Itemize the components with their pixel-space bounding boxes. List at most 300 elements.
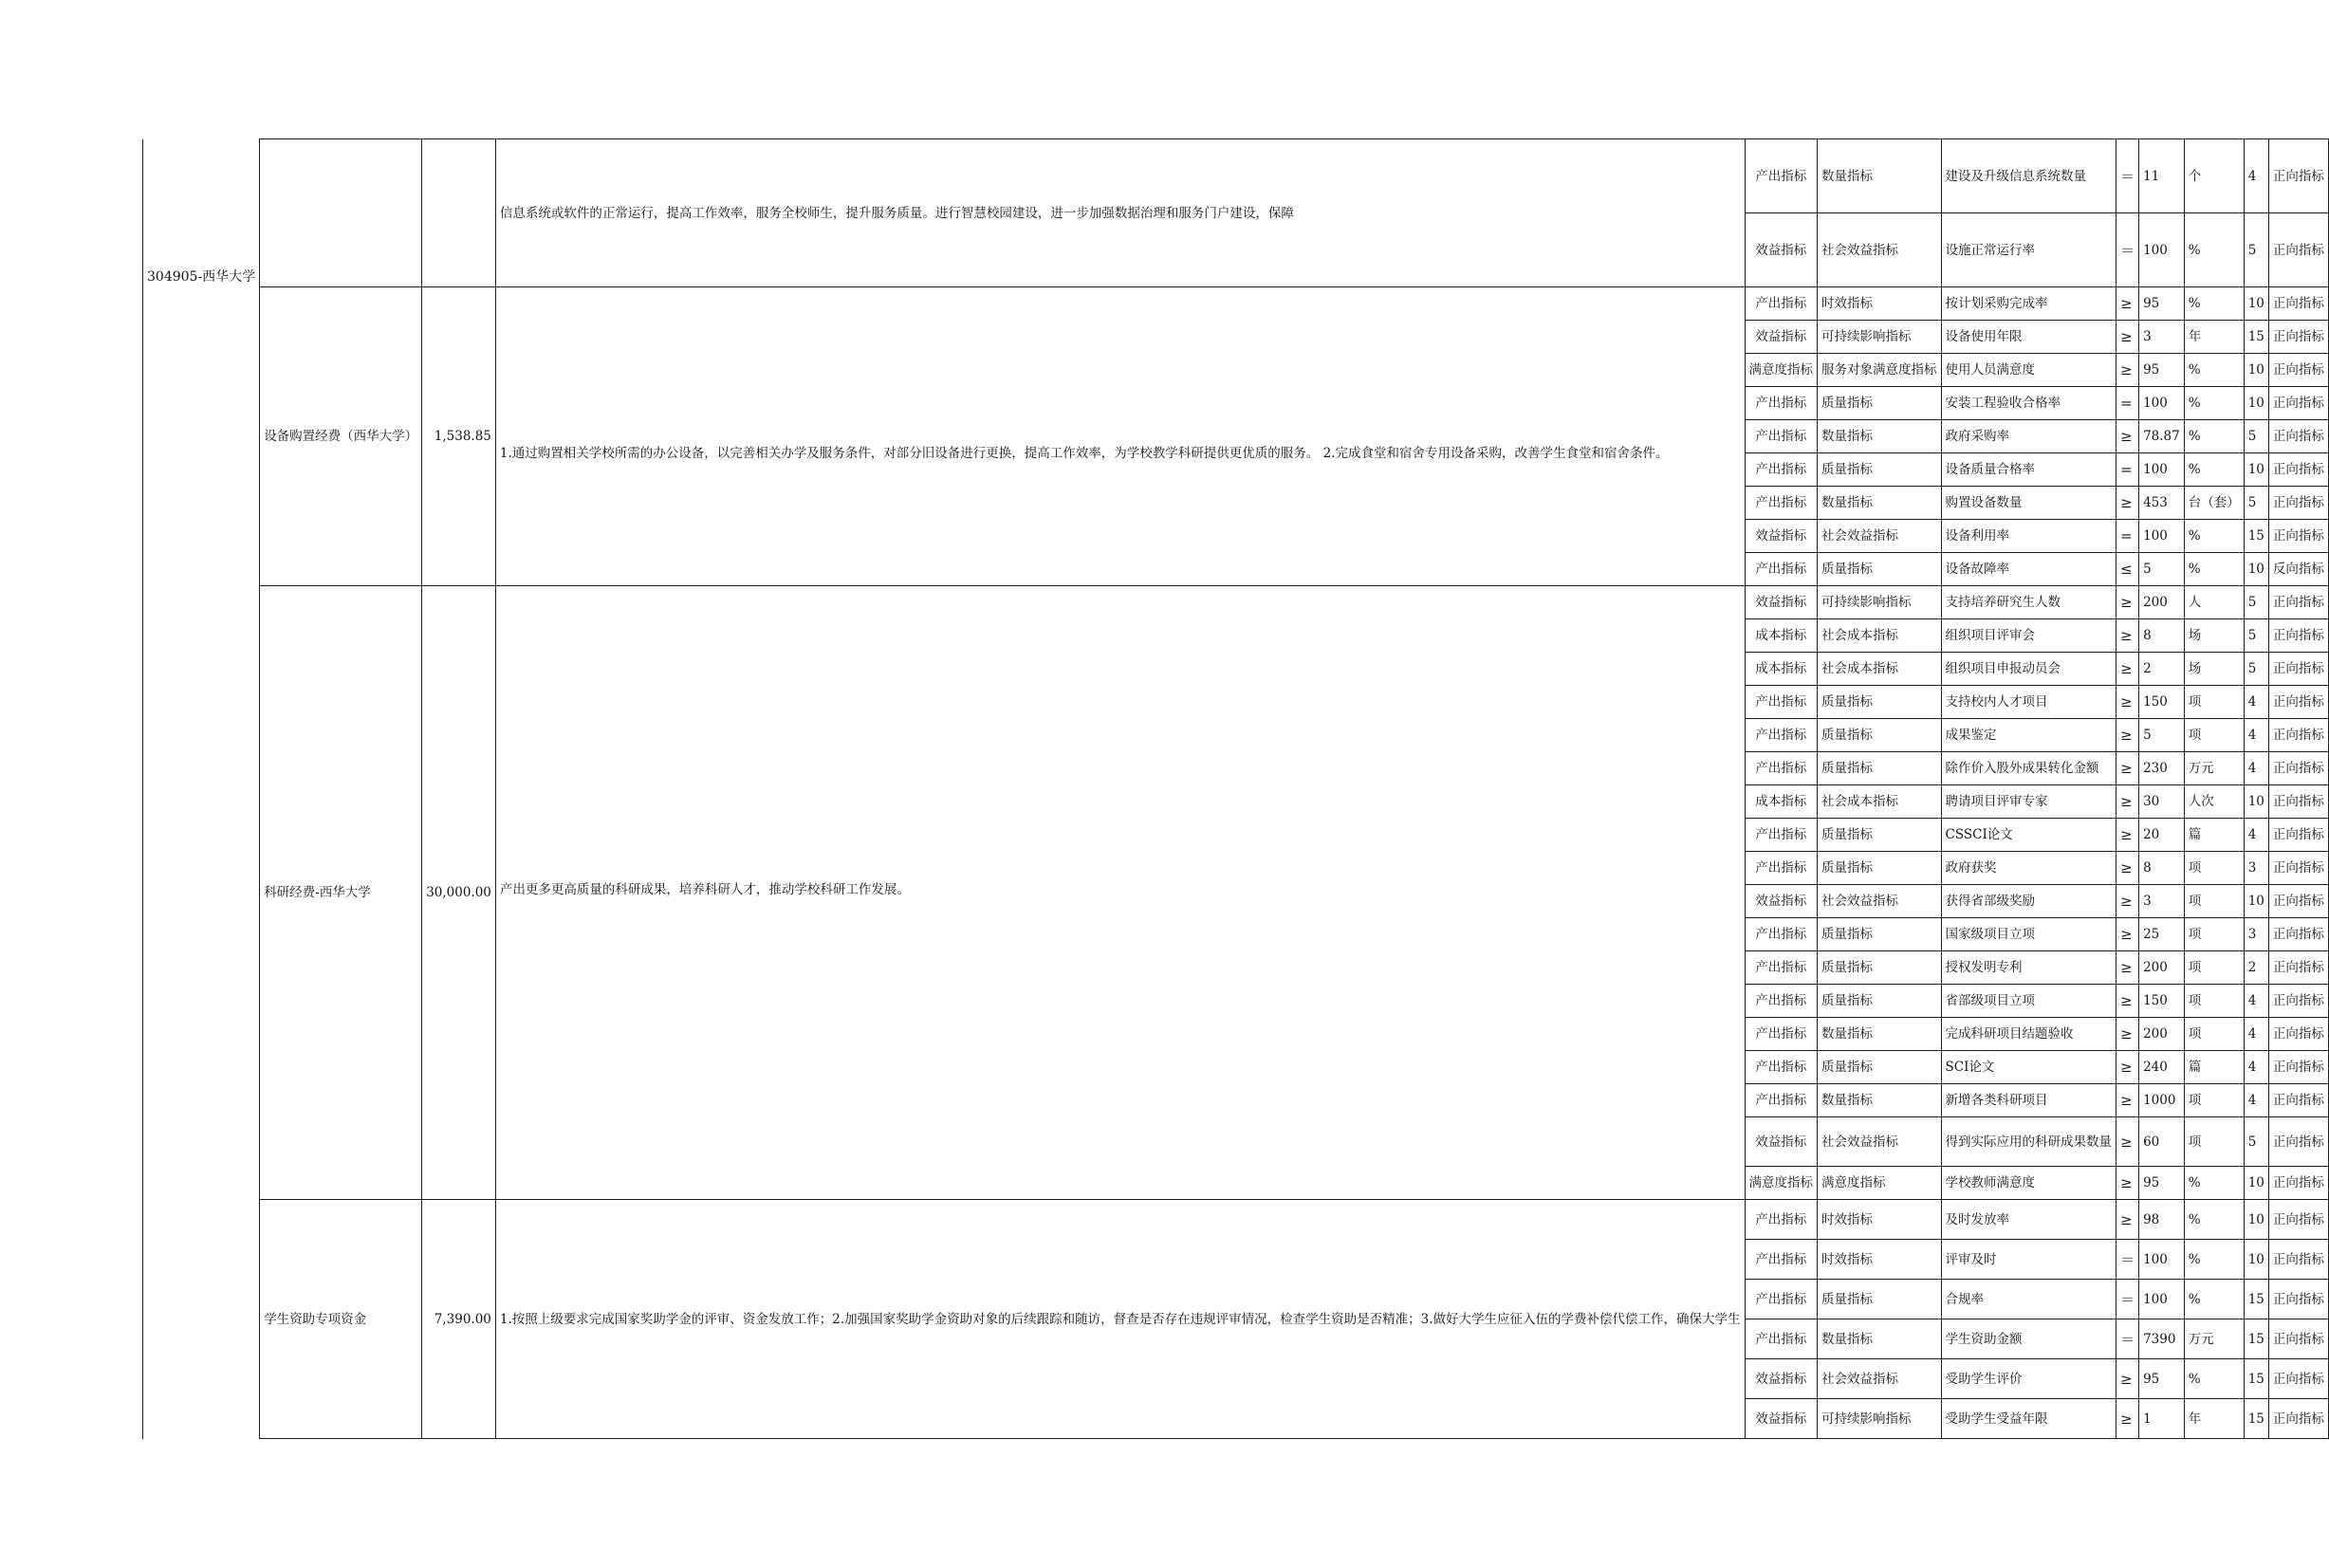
direction: 正向指标	[2268, 586, 2328, 619]
unit: 场	[2184, 619, 2244, 653]
target-value: 150	[2139, 686, 2185, 719]
project-name	[260, 139, 422, 287]
unit: %	[2184, 213, 2244, 287]
indicator-level1: 产出指标	[1745, 918, 1818, 951]
indicator-level2: 质量指标	[1818, 985, 1942, 1018]
direction: 正向指标	[2268, 1280, 2328, 1319]
unit: 项	[2184, 951, 2244, 985]
target-value: 98	[2139, 1200, 2185, 1240]
direction: 正向指标	[2268, 1018, 2328, 1051]
target-value: 2	[2139, 653, 2185, 686]
project-description	[495, 287, 1745, 586]
indicator-name: 受助学生评价	[1941, 1359, 2116, 1399]
unit: %	[2184, 287, 2244, 321]
unit: %	[2184, 387, 2244, 420]
target-value: 230	[2139, 752, 2185, 785]
project-description	[495, 1200, 1745, 1439]
direction: 正向指标	[2268, 819, 2328, 852]
unit: 篇	[2184, 819, 2244, 852]
indicator-name: 设备使用年限	[1941, 321, 2116, 354]
indicator-level1: 效益指标	[1745, 213, 1818, 287]
indicator-level1: 产出指标	[1745, 453, 1818, 487]
indicator-level2: 数量指标	[1818, 139, 1942, 213]
indicator-name: 新增各类科研项目	[1941, 1084, 2116, 1117]
project-description-text: 1.按照上级要求完成国家奖助学金的评审、资金发放工作；2.加强国家奖助学金资助对象的后续跟踪和随访，督查是否存在违规评审情况，检查学生资助是否精准；3.做好大学生应征入伍的学费补偿代偿工作，确保大学生	[499, 1311, 1741, 1327]
indicator-name: 国家级项目立项	[1941, 918, 2116, 951]
table-row	[143, 139, 2329, 213]
target-value: 150	[2139, 985, 2185, 1018]
direction: 正向指标	[2268, 287, 2328, 321]
operator: ≥	[2116, 719, 2139, 752]
indicator-level1: 满意度指标	[1745, 1167, 1818, 1200]
unit: %	[2184, 1359, 2244, 1399]
indicator-name: 建设及升级信息系统数量	[1941, 139, 2116, 213]
indicator-level1: 产出指标	[1745, 1240, 1818, 1280]
operator: ≥	[2116, 1399, 2139, 1439]
weight: 15	[2244, 1399, 2268, 1439]
indicator-level1: 产出指标	[1745, 387, 1818, 420]
target-value: 100	[2139, 213, 2185, 287]
indicator-level2: 数量指标	[1818, 420, 1942, 453]
unit: 项	[2184, 1084, 2244, 1117]
direction: 正向指标	[2268, 1319, 2328, 1359]
indicator-name: 学校教师满意度	[1941, 1167, 2116, 1200]
indicator-level1: 产出指标	[1745, 686, 1818, 719]
direction: 正向指标	[2268, 487, 2328, 520]
operator: ≥	[2116, 752, 2139, 785]
direction: 正向指标	[2268, 321, 2328, 354]
unit: 个	[2184, 139, 2244, 213]
indicator-level1: 效益指标	[1745, 1399, 1818, 1439]
direction: 正向指标	[2268, 985, 2328, 1018]
direction: 正向指标	[2268, 354, 2328, 387]
indicator-level1: 产出指标	[1745, 287, 1818, 321]
indicator-level2: 可持续影响指标	[1818, 586, 1942, 619]
indicator-level1: 产出指标	[1745, 139, 1818, 213]
indicator-name: 及时发放率	[1941, 1200, 2116, 1240]
indicator-level1: 产出指标	[1745, 1018, 1818, 1051]
direction: 正向指标	[2268, 420, 2328, 453]
weight: 10	[2244, 885, 2268, 918]
unit: %	[2184, 453, 2244, 487]
indicator-level2: 质量指标	[1818, 752, 1942, 785]
weight: 5	[2244, 487, 2268, 520]
indicator-level1: 效益指标	[1745, 520, 1818, 553]
operator: ＝	[2116, 1240, 2139, 1280]
operator: ≥	[2116, 1167, 2139, 1200]
operator: =	[2116, 453, 2139, 487]
operator: ≥	[2116, 321, 2139, 354]
weight: 15	[2244, 520, 2268, 553]
weight: 2	[2244, 951, 2268, 985]
target-value: 3	[2139, 321, 2185, 354]
table-body	[143, 139, 2329, 1439]
target-value: 1000	[2139, 1084, 2185, 1117]
indicator-level1: 产出指标	[1745, 1200, 1818, 1240]
direction: 正向指标	[2268, 453, 2328, 487]
table-row	[143, 287, 2329, 321]
unit: 篇	[2184, 1051, 2244, 1084]
indicator-level2: 质量指标	[1818, 852, 1942, 885]
indicator-name: 组织项目申报动员会	[1941, 653, 2116, 686]
unit: 项	[2184, 985, 2244, 1018]
direction: 正向指标	[2268, 1399, 2328, 1439]
indicator-name: 设施正常运行率	[1941, 213, 2116, 287]
operator: ≥	[2116, 287, 2139, 321]
weight: 3	[2244, 852, 2268, 885]
weight: 4	[2244, 752, 2268, 785]
indicator-level1: 产出指标	[1745, 719, 1818, 752]
operator: ≥	[2116, 1117, 2139, 1167]
direction: 正向指标	[2268, 1084, 2328, 1117]
operator: ≥	[2116, 951, 2139, 985]
indicator-level1: 产出指标	[1745, 819, 1818, 852]
indicator-level2: 数量指标	[1818, 1018, 1942, 1051]
direction: 正向指标	[2268, 1359, 2328, 1399]
indicator-level2: 质量指标	[1818, 453, 1942, 487]
indicator-level1: 效益指标	[1745, 586, 1818, 619]
org-name: 304905-西华大学	[147, 268, 256, 285]
operator: ＝	[2116, 213, 2139, 287]
unit: %	[2184, 354, 2244, 387]
direction: 正向指标	[2268, 1240, 2328, 1280]
direction: 正向指标	[2268, 387, 2328, 420]
indicator-level2: 社会成本指标	[1818, 785, 1942, 819]
unit: 项	[2184, 918, 2244, 951]
unit: %	[2184, 420, 2244, 453]
direction: 正向指标	[2268, 213, 2328, 287]
indicator-level2: 社会效益指标	[1818, 1117, 1942, 1167]
indicator-level2: 质量指标	[1818, 387, 1942, 420]
operator: ≥	[2116, 487, 2139, 520]
weight: 4	[2244, 985, 2268, 1018]
unit: %	[2184, 520, 2244, 553]
target-value: 5	[2139, 719, 2185, 752]
unit: %	[2184, 1200, 2244, 1240]
project-amount: 7,390.00	[422, 1200, 496, 1439]
indicator-name: 政府获奖	[1941, 852, 2116, 885]
indicator-level1: 产出指标	[1745, 553, 1818, 586]
operator: ≥	[2116, 985, 2139, 1018]
project-description-text: 1.通过购置相关学校所需的办公设备，以完善相关办学及服务条件，对部分旧设备进行更换，提高工作效率，为学校教学科研提供更优质的服务。 2.完成食堂和宿舍专用设备采购，改善学生食堂和宿舍条件。	[499, 446, 1669, 461]
target-value: 95	[2139, 354, 2185, 387]
indicator-name: SCI论文	[1941, 1051, 2116, 1084]
indicator-level1: 产出指标	[1745, 487, 1818, 520]
operator: ＝	[2116, 1280, 2139, 1319]
indicator-level2: 时效指标	[1818, 1200, 1942, 1240]
weight: 10	[2244, 1240, 2268, 1280]
operator: ≥	[2116, 1051, 2139, 1084]
indicator-level2: 质量指标	[1818, 819, 1942, 852]
project-description	[495, 586, 1745, 1200]
indicator-name: 获得省部级奖励	[1941, 885, 2116, 918]
direction: 正向指标	[2268, 619, 2328, 653]
weight: 10	[2244, 453, 2268, 487]
operator: ≥	[2116, 852, 2139, 885]
target-value: 100	[2139, 520, 2185, 553]
target-value: 8	[2139, 852, 2185, 885]
indicator-level2: 数量指标	[1818, 487, 1942, 520]
target-value: 200	[2139, 586, 2185, 619]
target-value: 3	[2139, 885, 2185, 918]
indicator-level2: 社会效益指标	[1818, 885, 1942, 918]
weight: 4	[2244, 139, 2268, 213]
target-value: 453	[2139, 487, 2185, 520]
weight: 3	[2244, 918, 2268, 951]
indicator-level1: 产出指标	[1745, 1051, 1818, 1084]
unit: 项	[2184, 719, 2244, 752]
indicator-level2: 质量指标	[1818, 1280, 1942, 1319]
indicator-level2: 时效指标	[1818, 287, 1942, 321]
operator: ≥	[2116, 819, 2139, 852]
weight: 4	[2244, 1084, 2268, 1117]
indicator-name: 除作价入股外成果转化金额	[1941, 752, 2116, 785]
indicator-level1: 成本指标	[1745, 785, 1818, 819]
unit: 项	[2184, 1117, 2244, 1167]
target-value: 200	[2139, 951, 2185, 985]
project-name: 学生资助专项资金	[260, 1200, 422, 1439]
indicator-level2: 数量指标	[1818, 1319, 1942, 1359]
indicator-level1: 产出指标	[1745, 1084, 1818, 1117]
indicator-level2: 质量指标	[1818, 686, 1942, 719]
unit: 人	[2184, 586, 2244, 619]
weight: 5	[2244, 213, 2268, 287]
target-value: 25	[2139, 918, 2185, 951]
indicator-level2: 满意度指标	[1818, 1167, 1942, 1200]
indicator-level1: 满意度指标	[1745, 354, 1818, 387]
weight: 10	[2244, 785, 2268, 819]
target-value: 1	[2139, 1399, 2185, 1439]
project-amount: 30,000.00	[422, 586, 496, 1200]
unit: %	[2184, 1167, 2244, 1200]
target-value: 100	[2139, 1240, 2185, 1280]
indicator-name: 得到实际应用的科研成果数量	[1941, 1117, 2116, 1167]
weight: 4	[2244, 1018, 2268, 1051]
indicator-level1: 效益指标	[1745, 1359, 1818, 1399]
indicator-level1: 效益指标	[1745, 885, 1818, 918]
target-value: 100	[2139, 1280, 2185, 1319]
indicator-level2: 社会成本指标	[1818, 619, 1942, 653]
project-description	[495, 139, 1745, 287]
weight: 15	[2244, 1319, 2268, 1359]
operator: =	[2116, 520, 2139, 553]
weight: 4	[2244, 686, 2268, 719]
performance-table	[142, 138, 2329, 1439]
weight: 5	[2244, 619, 2268, 653]
indicator-level1: 产出指标	[1745, 852, 1818, 885]
weight: 10	[2244, 1200, 2268, 1240]
indicator-level2: 社会成本指标	[1818, 653, 1942, 686]
project-amount: 1,538.85	[422, 287, 496, 586]
target-value: 78.87	[2139, 420, 2185, 453]
target-value: 5	[2139, 553, 2185, 586]
unit: %	[2184, 553, 2244, 586]
indicator-level2: 可持续影响指标	[1818, 321, 1942, 354]
operator: ≥	[2116, 686, 2139, 719]
operator: ≥	[2116, 918, 2139, 951]
indicator-level1: 成本指标	[1745, 619, 1818, 653]
project-amount	[422, 139, 496, 287]
target-value: 8	[2139, 619, 2185, 653]
target-value: 95	[2139, 287, 2185, 321]
indicator-level1: 效益指标	[1745, 1117, 1818, 1167]
project-name: 科研经费-西华大学	[260, 586, 422, 1200]
indicator-level2: 质量指标	[1818, 1051, 1942, 1084]
direction: 正向指标	[2268, 1051, 2328, 1084]
target-value: 7390	[2139, 1319, 2185, 1359]
indicator-level2: 社会效益指标	[1818, 1359, 1942, 1399]
target-value: 95	[2139, 1167, 2185, 1200]
unit: 年	[2184, 321, 2244, 354]
unit: 项	[2184, 1018, 2244, 1051]
indicator-name: 支持校内人才项目	[1941, 686, 2116, 719]
direction: 正向指标	[2268, 686, 2328, 719]
weight: 15	[2244, 1359, 2268, 1399]
unit: 项	[2184, 686, 2244, 719]
indicator-level2: 社会效益指标	[1818, 213, 1942, 287]
operator: ≤	[2116, 553, 2139, 586]
unit: 年	[2184, 1399, 2244, 1439]
unit: %	[2184, 1240, 2244, 1280]
direction: 正向指标	[2268, 1200, 2328, 1240]
weight: 10	[2244, 553, 2268, 586]
indicator-level1: 产出指标	[1745, 1280, 1818, 1319]
target-value: 30	[2139, 785, 2185, 819]
direction: 正向指标	[2268, 918, 2328, 951]
direction: 正向指标	[2268, 951, 2328, 985]
operator: ＝	[2116, 139, 2139, 213]
direction: 正向指标	[2268, 1167, 2328, 1200]
indicator-level2: 服务对象满意度指标	[1818, 354, 1942, 387]
direction: 正向指标	[2268, 885, 2328, 918]
weight: 10	[2244, 1167, 2268, 1200]
direction: 正向指标	[2268, 520, 2328, 553]
operator: =	[2116, 387, 2139, 420]
unit: 台（套）	[2184, 487, 2244, 520]
indicator-level1: 产出指标	[1745, 420, 1818, 453]
direction: 正向指标	[2268, 852, 2328, 885]
weight: 10	[2244, 387, 2268, 420]
direction: 正向指标	[2268, 1117, 2328, 1167]
indicator-level2: 质量指标	[1818, 719, 1942, 752]
target-value: 20	[2139, 819, 2185, 852]
target-value: 100	[2139, 387, 2185, 420]
indicator-level1: 成本指标	[1745, 653, 1818, 686]
indicator-name: 完成科研项目结题验收	[1941, 1018, 2116, 1051]
project-description-text: 产出更多更高质量的科研成果，培养科研人才，推动学校科研工作发展。	[499, 882, 910, 897]
indicator-name: 成果鉴定	[1941, 719, 2116, 752]
org-cell	[143, 139, 260, 1439]
direction: 正向指标	[2268, 719, 2328, 752]
operator: ≥	[2116, 1359, 2139, 1399]
indicator-level1: 产出指标	[1745, 951, 1818, 985]
operator: ≥	[2116, 420, 2139, 453]
table-row	[143, 586, 2329, 619]
indicator-name: 省部级项目立项	[1941, 985, 2116, 1018]
indicator-name: 设备利用率	[1941, 520, 2116, 553]
direction: 正向指标	[2268, 785, 2328, 819]
unit: 场	[2184, 653, 2244, 686]
indicator-name: 组织项目评审会	[1941, 619, 2116, 653]
unit: 项	[2184, 852, 2244, 885]
indicator-name: 评审及时	[1941, 1240, 2116, 1280]
operator: ≥	[2116, 354, 2139, 387]
operator: ≥	[2116, 885, 2139, 918]
operator: ＝	[2116, 1319, 2139, 1359]
indicator-name: 合规率	[1941, 1280, 2116, 1319]
unit: %	[2184, 1280, 2244, 1319]
indicator-name: 设备故障率	[1941, 553, 2116, 586]
target-value: 100	[2139, 453, 2185, 487]
operator: ≥	[2116, 785, 2139, 819]
indicator-name: CSSCI论文	[1941, 819, 2116, 852]
indicator-name: 学生资助金额	[1941, 1319, 2116, 1359]
indicator-name: 受助学生受益年限	[1941, 1399, 2116, 1439]
weight: 15	[2244, 321, 2268, 354]
indicator-level1: 产出指标	[1745, 1319, 1818, 1359]
project-name: 设备购置经费（西华大学）	[260, 287, 422, 586]
target-value: 200	[2139, 1018, 2185, 1051]
indicator-level2: 时效指标	[1818, 1240, 1942, 1280]
indicator-name: 政府采购率	[1941, 420, 2116, 453]
indicator-name: 安装工程验收合格率	[1941, 387, 2116, 420]
indicator-level2: 质量指标	[1818, 951, 1942, 985]
weight: 5	[2244, 586, 2268, 619]
operator: ≥	[2116, 1018, 2139, 1051]
unit: 项	[2184, 885, 2244, 918]
indicator-level2: 质量指标	[1818, 918, 1942, 951]
weight: 4	[2244, 719, 2268, 752]
direction: 正向指标	[2268, 752, 2328, 785]
indicator-level2: 质量指标	[1818, 553, 1942, 586]
indicator-level1: 产出指标	[1745, 985, 1818, 1018]
unit: 万元	[2184, 1319, 2244, 1359]
target-value: 240	[2139, 1051, 2185, 1084]
direction: 反向指标	[2268, 553, 2328, 586]
indicator-level2: 可持续影响指标	[1818, 1399, 1942, 1439]
unit: 人次	[2184, 785, 2244, 819]
target-value: 11	[2139, 139, 2185, 213]
weight: 5	[2244, 420, 2268, 453]
weight: 4	[2244, 1051, 2268, 1084]
indicator-name: 按计划采购完成率	[1941, 287, 2116, 321]
operator: ≥	[2116, 586, 2139, 619]
project-description-text: 信息系统或软件的正常运行，提高工作效率，服务全校师生，提升服务质量。进行智慧校园建设，进一步加强数据治理和服务门户建设，保障	[499, 205, 1294, 221]
indicator-name: 聘请项目评审专家	[1941, 785, 2116, 819]
table-row	[143, 1200, 2329, 1240]
target-value: 60	[2139, 1117, 2185, 1167]
weight: 4	[2244, 819, 2268, 852]
indicator-level2: 数量指标	[1818, 1084, 1942, 1117]
direction: 正向指标	[2268, 139, 2328, 213]
operator: ≥	[2116, 1200, 2139, 1240]
weight: 10	[2244, 354, 2268, 387]
operator: ≥	[2116, 619, 2139, 653]
indicator-name: 使用人员满意度	[1941, 354, 2116, 387]
indicator-name: 授权发明专利	[1941, 951, 2116, 985]
target-value: 95	[2139, 1359, 2185, 1399]
direction: 正向指标	[2268, 653, 2328, 686]
indicator-level1: 效益指标	[1745, 321, 1818, 354]
indicator-name: 支持培养研究生人数	[1941, 586, 2116, 619]
indicator-level1: 产出指标	[1745, 752, 1818, 785]
weight: 5	[2244, 1117, 2268, 1167]
indicator-name: 购置设备数量	[1941, 487, 2116, 520]
weight: 15	[2244, 1280, 2268, 1319]
unit: 万元	[2184, 752, 2244, 785]
indicator-name: 设备质量合格率	[1941, 453, 2116, 487]
operator: ≥	[2116, 1084, 2139, 1117]
